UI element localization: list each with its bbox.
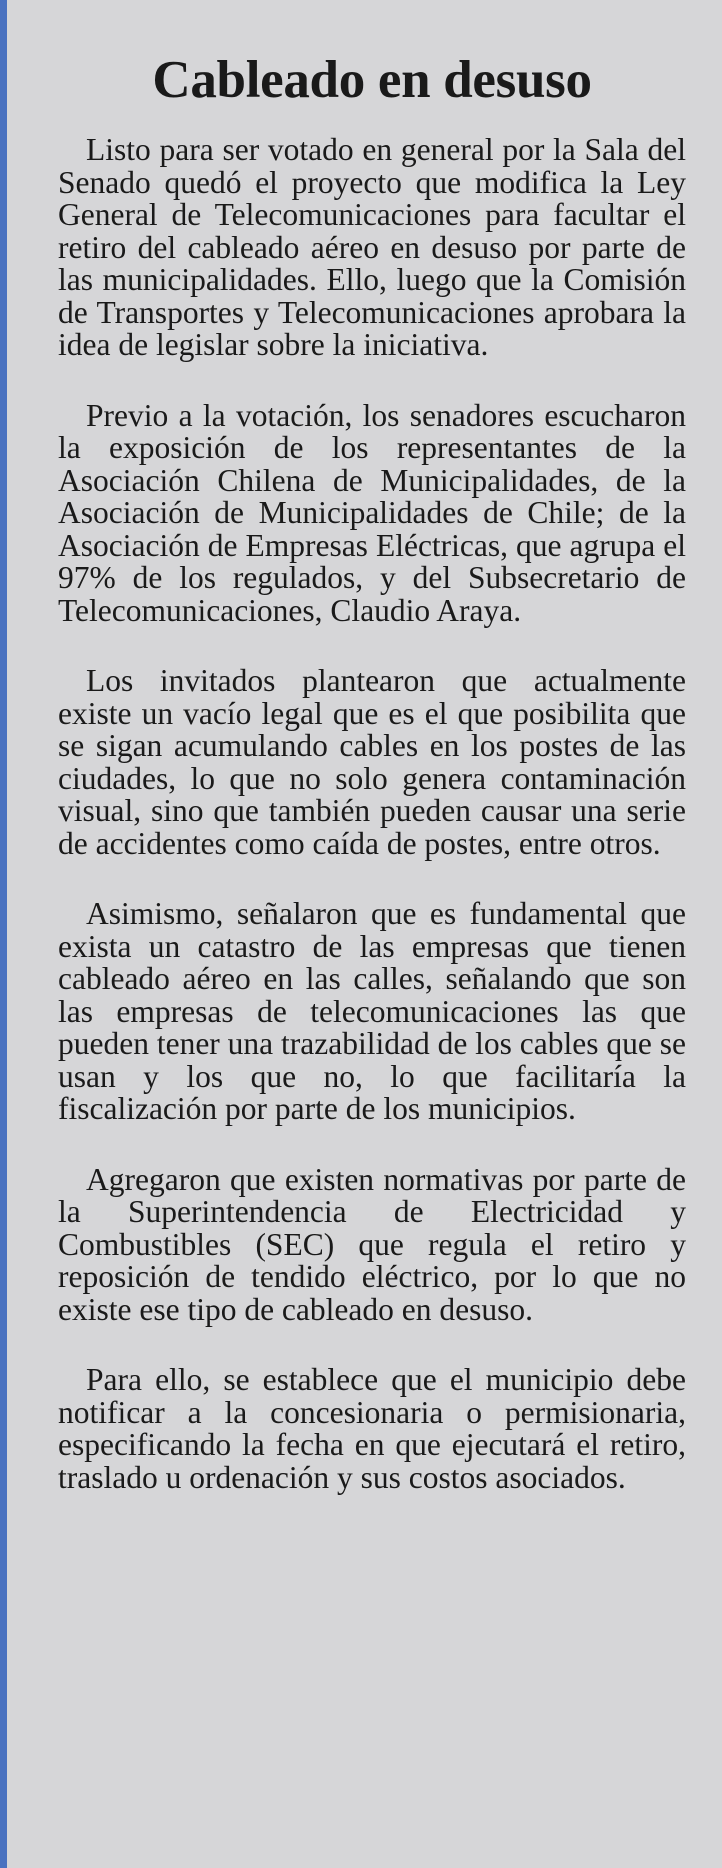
left-accent-bar [0,0,7,1868]
article-paragraph-1: Listo para ser votado en general por la Sala del Senado quedó el proyecto que modifica la Ley General de Telecomunicaciones para facultar el retiro del cableado aéreo en desuso por parte de las municipalidades. Ello, luego que la Comisión de Transportes y Telecomunicaciones aprobara la idea de legislar sobre la iniciativa. [58,132,686,362]
article-paragraph-4: Asimismo, señalaron que es fundamental que exista un catastro de las empresas que tienen cableado aéreo en las calles, señalando que son las empresas de telecomunicaciones las que pueden tener una trazabilidad de los cables que se usan y los que no, lo que facilitaría la fiscalización por parte de los municipios. [58,896,686,1126]
article-paragraph-6: Para ello, se establece que el municipio debe notificar a la concesionaria o permisionaria, especificando la fecha en que ejecutará el retiro, traslado u ordenación y sus costos asociados. [58,1362,686,1495]
news-article [58,48,686,1532]
article-paragraph-3: Los invitados plantearon que actualmente existe un vacío legal que es el que posibilita que se sigan acumulando cables en los postes de las ciudades, lo que no solo genera contaminación visual, sino que también pueden causar una serie de accidentes como caída de postes, entre otros. [58,663,686,861]
article-paragraph-2: Previo a la votación, los senadores escucharon la exposición de los representantes de la Asociación Chilena de Municipalidades, de la Asociación de Municipalidades de Chile; de la Asociación de Empresas Eléctricas, que agrupa el 97% de los regulados, y del Subsecretario de Telecomunicaciones, Claudio Araya. [58,397,686,628]
article-title: Cableado en desuso [152,51,592,109]
article-paragraph-5: Agregaron que existen normativas por parte de la Superintendencia de Electricidad y Combustibles (SEC) que regula el retiro y reposición de tendido eléctrico, por lo que no existe ese tipo de cableado en desuso. [58,1161,686,1327]
